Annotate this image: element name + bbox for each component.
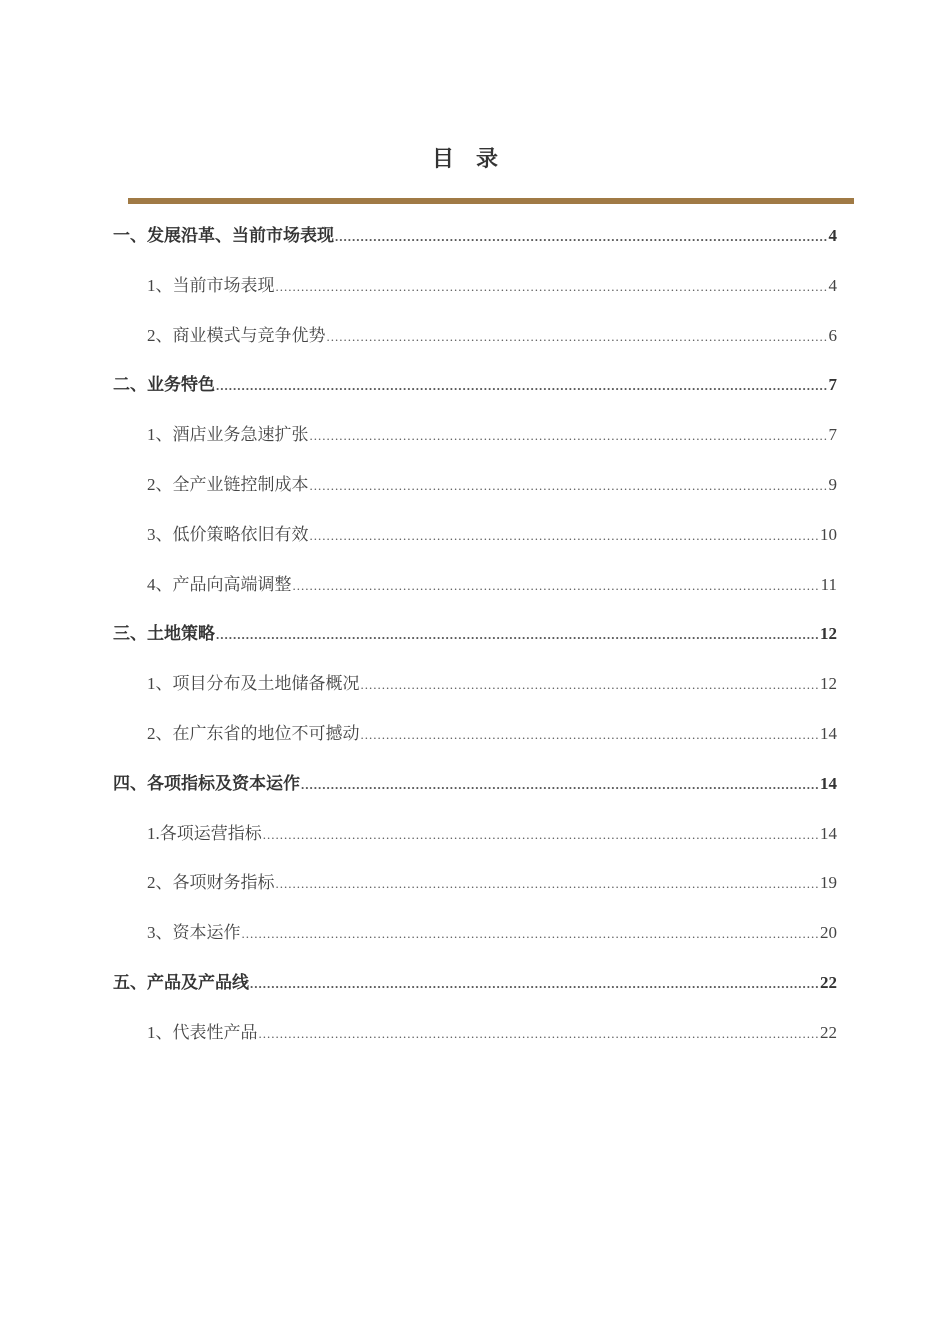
toc-entry-text: 各项运营指标: [159, 823, 262, 844]
title-divider: [128, 198, 854, 204]
toc-entry-label: [147, 709, 360, 759]
toc-subsection-entry[interactable]: [113, 858, 837, 908]
toc-entry-label: [147, 410, 309, 460]
toc-entry-text: 资本运作: [172, 923, 241, 944]
toc-list: [113, 211, 837, 1058]
toc-section-entry[interactable]: [113, 609, 837, 659]
toc-entry-text: 一、发展沿革、当前市场表现: [113, 226, 334, 246]
toc-entry-number: 2: [147, 474, 156, 494]
toc-entry-separator: 、: [155, 723, 173, 744]
toc-entry-text: 商业模式与竞争优势: [172, 325, 326, 346]
toc-entry-separator: 、: [155, 524, 173, 545]
toc-entry-label: [147, 809, 262, 859]
toc-entry-separator: 、: [155, 923, 173, 944]
dot-leader: [310, 411, 828, 460]
toc-subsection-entry[interactable]: [113, 908, 837, 958]
dot-leader: [216, 361, 828, 410]
toc-subsection-entry[interactable]: [113, 460, 837, 510]
dot-leader: [250, 959, 819, 1008]
toc-entry-number: 3: [147, 923, 156, 943]
dot-leader: [259, 1009, 820, 1058]
toc-entry-number: 2: [147, 723, 156, 743]
toc-entry-text: 各项财务指标: [172, 873, 275, 894]
toc-entry-separator: 、: [155, 325, 173, 346]
toc-page-number: 11: [820, 574, 837, 594]
toc-page-number: 12: [820, 674, 837, 694]
toc-page-number: 14: [820, 773, 837, 793]
toc-subsection-entry[interactable]: [113, 410, 837, 460]
toc-entry-label: [147, 460, 309, 510]
toc-page-number: 6: [828, 325, 837, 345]
toc-section-entry[interactable]: [113, 958, 837, 1008]
toc-entry-text: 全产业链控制成本: [172, 474, 309, 495]
toc-title: 目录: [431, 147, 520, 172]
toc-entry-number: 4: [147, 574, 156, 594]
dot-leader: [242, 909, 820, 958]
toc-subsection-entry[interactable]: [113, 560, 837, 610]
toc-subsection-entry[interactable]: [113, 709, 837, 759]
dot-leader: [301, 760, 819, 809]
toc-entry-text: 酒店业务急速扩张: [172, 425, 309, 446]
toc-entry-separator: 、: [155, 1022, 173, 1043]
toc-page-number: 9: [828, 474, 837, 494]
toc-page-number: 4: [828, 275, 837, 295]
toc-entry-label: [113, 760, 300, 809]
dot-leader: [276, 262, 828, 311]
dot-leader: [310, 461, 828, 510]
toc-entry-number: 1: [147, 275, 156, 295]
dot-leader: [276, 859, 820, 908]
toc-entry-separator: 、: [155, 275, 173, 296]
toc-entry-text: 三、土地策略: [113, 624, 215, 645]
toc-entry-label: [113, 610, 215, 659]
toc-entry-number: 1: [147, 674, 156, 694]
toc-entry-separator: 、: [155, 474, 173, 495]
toc-entry-label: [147, 510, 309, 560]
toc-page-number: 14: [820, 823, 837, 843]
toc-entry-text: 低价策略依旧有效: [172, 524, 309, 545]
toc-entry-text: 产品向高端调整: [172, 574, 292, 595]
toc-subsection-entry[interactable]: [113, 1008, 837, 1058]
toc-entry-separator: 、: [155, 574, 173, 595]
toc-subsection-entry[interactable]: [113, 809, 837, 859]
toc-page-number: 7: [828, 375, 837, 395]
toc-subsection-entry[interactable]: [113, 311, 837, 361]
toc-entry-label: [147, 659, 360, 709]
toc-entry-text: 二、业务特色: [113, 375, 215, 396]
dot-leader: [293, 561, 820, 610]
toc-entry-text: 在广东省的地位不可撼动: [172, 723, 360, 744]
toc-entry-number: 2: [147, 325, 156, 345]
toc-section-entry[interactable]: [113, 211, 837, 261]
toc-section-entry[interactable]: [113, 759, 837, 809]
dot-leader: [335, 212, 828, 261]
toc-page-number: 12: [820, 624, 837, 644]
toc-entry-text: 五、产品及产品线: [113, 972, 249, 993]
toc-page-number: 20: [820, 923, 837, 943]
toc-entry-label: [147, 560, 292, 610]
toc-entry-label: [147, 261, 275, 311]
dot-leader: [263, 810, 819, 859]
dot-leader: [310, 511, 820, 560]
toc-entry-number: 3: [147, 524, 156, 544]
dot-leader: [361, 710, 820, 759]
toc-entry-separator: 、: [155, 425, 173, 446]
dot-leader: [361, 660, 820, 709]
toc-page-number: 10: [820, 524, 837, 544]
toc-entry-label: [147, 311, 326, 361]
toc-entry-text: 代表性产品: [172, 1022, 258, 1043]
toc-entry-separator: 、: [155, 873, 173, 894]
toc-page-number: 22: [820, 1022, 837, 1042]
toc-page-number: 19: [820, 873, 837, 893]
toc-entry-number: 2: [147, 873, 156, 893]
toc-entry-number: 1: [147, 1022, 156, 1042]
toc-subsection-entry[interactable]: [113, 261, 837, 311]
toc-page-number: 7: [828, 425, 837, 445]
toc-entry-label: [147, 858, 275, 908]
toc-section-entry[interactable]: [113, 360, 837, 410]
toc-entry-text: 四、各项指标及资本运作: [113, 773, 300, 794]
toc-entry-label: [147, 908, 241, 958]
toc-page-number: 22: [820, 972, 837, 992]
toc-entry-label: [113, 361, 215, 410]
dot-leader: [216, 610, 819, 659]
toc-entry-label: [113, 959, 249, 1008]
toc-entry-label: [113, 212, 334, 261]
toc-entry-separator: 、: [155, 674, 173, 695]
toc-entry-text: 项目分布及土地储备概况: [172, 674, 360, 695]
toc-subsection-entry[interactable]: [113, 659, 837, 709]
toc-page-number: 4: [828, 226, 837, 245]
toc-subsection-entry[interactable]: [113, 510, 837, 560]
toc-entry-text: 当前市场表现: [172, 275, 275, 296]
toc-entry-label: [147, 1008, 258, 1058]
toc-page-number: 14: [820, 723, 837, 743]
toc-entry-number: 1: [147, 425, 156, 445]
dot-leader: [327, 312, 828, 361]
toc-entry-number: 1.: [147, 823, 160, 843]
